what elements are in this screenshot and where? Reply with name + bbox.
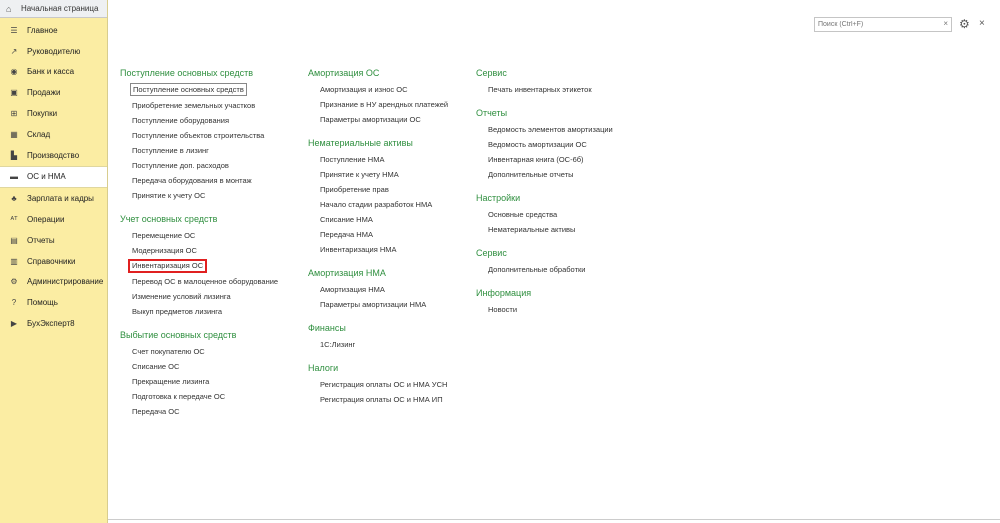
link-row [120, 375, 310, 390]
command-link[interactable]: Поступление в лизинг [132, 146, 209, 155]
link-row [308, 228, 478, 243]
sales-icon: ▣ [10, 88, 18, 98]
section-title[interactable]: Нематериальные активы [308, 138, 413, 148]
section-title[interactable]: Амортизация НМА [308, 268, 386, 278]
command-link[interactable]: Начало стадии разработок НМА [320, 200, 433, 209]
sidebar-item[interactable] [0, 209, 107, 230]
sidebar-item[interactable] [0, 20, 107, 41]
link-row [120, 114, 310, 129]
link-row [120, 275, 310, 290]
settings-gear-icon[interactable]: ⚙ [959, 17, 970, 31]
section-title[interactable]: Финансы [308, 323, 346, 333]
command-link[interactable]: Подготовка к передаче ОС [132, 392, 226, 401]
link-row [308, 113, 478, 128]
command-link[interactable]: Амортизация и износ ОС [320, 85, 408, 94]
command-link[interactable]: Ведомость элементов амортизации [488, 125, 613, 134]
command-link[interactable]: Дополнительные обработки [488, 265, 586, 274]
sidebar-item-label: ОС и НМА [27, 172, 66, 182]
link-row [476, 153, 656, 168]
section-gap [120, 204, 310, 213]
command-link[interactable]: Приобретение прав [320, 185, 389, 194]
link-row [120, 189, 310, 204]
command-link[interactable]: Регистрация оплаты ОС и НМА ИП [320, 395, 443, 404]
link-row [120, 159, 310, 174]
section-gap [476, 278, 656, 287]
sidebar-item[interactable] [0, 251, 107, 272]
section-title[interactable]: Налоги [308, 363, 339, 373]
link-row [120, 305, 310, 320]
command-link[interactable]: Поступление доп. расходов [132, 161, 229, 170]
book-icon: ▥ [10, 256, 18, 266]
sidebar-item-label: Администрирование [27, 277, 104, 287]
command-link[interactable]: Счет покупателю ОС [132, 347, 205, 356]
home-tab-label: Начальная страница [21, 4, 99, 13]
trend-icon: ↗ [10, 46, 18, 56]
link-row [308, 338, 478, 353]
command-link[interactable]: Принятие к учету ОС [132, 191, 206, 200]
sidebar-item[interactable] [0, 62, 107, 83]
link-row [308, 393, 478, 408]
link-row [308, 83, 478, 98]
section-title[interactable]: Учет основных средств [120, 214, 218, 224]
section-gap [308, 258, 478, 267]
link-row [120, 229, 310, 244]
command-link[interactable]: Инвентаризация ОС [128, 259, 207, 273]
section-title[interactable]: Сервис [476, 248, 507, 258]
command-link[interactable]: Прекращение лизинга [132, 377, 210, 386]
command-link[interactable]: Поступление НМА [320, 155, 385, 164]
section-gap [308, 313, 478, 322]
people-icon: ♣ [11, 194, 17, 204]
link-row [308, 153, 478, 168]
column-service [476, 67, 656, 318]
link-row [120, 259, 310, 275]
link-row [308, 183, 478, 198]
section-gap [476, 183, 656, 192]
command-link[interactable]: Ведомость амортизации ОС [488, 140, 587, 149]
link-row [120, 244, 310, 259]
section-title[interactable]: Сервис [476, 68, 507, 78]
operations-icon: ᴬᵀ [10, 215, 18, 225]
link-row [476, 303, 656, 318]
coin-icon: ◉ [10, 67, 18, 77]
command-link[interactable]: Передача ОС [132, 407, 180, 416]
section-title[interactable]: Настройки [476, 193, 521, 203]
section-gap [308, 353, 478, 362]
truck-icon: ▬ [10, 172, 18, 182]
link-row [308, 198, 478, 213]
sidebar-item[interactable] [0, 272, 107, 293]
section-title[interactable]: Поступление основных средств [120, 68, 254, 78]
command-link[interactable]: Приобретение земельных участков [132, 101, 256, 110]
command-link[interactable]: Основные средства [488, 210, 558, 219]
command-link[interactable]: Перевод ОС в малоценное оборудование [132, 277, 279, 286]
command-link[interactable]: Новости [488, 305, 518, 314]
command-link[interactable]: Дополнительные отчеты [488, 170, 574, 179]
link-row [120, 174, 310, 189]
link-row [120, 83, 310, 99]
link-row [476, 83, 656, 98]
search-box[interactable] [814, 17, 952, 32]
reports-icon: ▤ [10, 235, 18, 245]
close-icon[interactable]: × [979, 18, 985, 29]
command-link[interactable]: Амортизация НМА [320, 285, 385, 294]
sidebar-item-label: Покупки [27, 109, 58, 119]
hamburger-icon: ☰ [10, 25, 18, 35]
home-tab[interactable] [0, 0, 107, 18]
link-row [308, 378, 478, 393]
section-gap [476, 238, 656, 247]
section-gap [120, 320, 310, 329]
link-row [120, 405, 310, 420]
section-gap [476, 98, 656, 107]
sidebar-nav [0, 20, 107, 334]
command-link[interactable]: Параметры амортизации НМА [320, 300, 427, 309]
link-row [308, 243, 478, 258]
sidebar-item[interactable] [0, 145, 107, 166]
command-link[interactable]: Признание в НУ арендных платежей [320, 100, 449, 109]
sidebar-item-label: Операции [27, 215, 65, 225]
sidebar-item[interactable] [0, 82, 107, 103]
link-row [120, 290, 310, 305]
section-gap [308, 128, 478, 137]
column-fixed-assets [120, 67, 310, 420]
sidebar-item[interactable] [0, 166, 107, 189]
command-link[interactable]: Принятие к учету НМА [320, 170, 399, 179]
link-row [308, 283, 478, 298]
sidebar-item-label: Отчеты [27, 235, 55, 245]
sidebar-item[interactable] [0, 313, 107, 334]
section-title[interactable]: Выбытие основных средств [120, 330, 237, 340]
command-link[interactable]: Списание ОС [132, 362, 180, 371]
command-link[interactable]: 1С:Лизинг [320, 340, 356, 349]
command-link[interactable]: Регистрация оплаты ОС и НМА УСН [320, 380, 448, 389]
link-row [120, 144, 310, 159]
gear-icon: ⚙ [10, 277, 18, 287]
link-row [476, 168, 656, 183]
sidebar-item-label: Банк и касса [27, 67, 75, 77]
bottom-divider [108, 519, 1000, 520]
sidebar-item[interactable] [0, 103, 107, 124]
command-link[interactable]: Поступление основных средств [130, 83, 247, 96]
command-link[interactable]: Инвентаризация НМА [320, 245, 397, 254]
link-row [476, 223, 656, 238]
sidebar-item-label: Помощь [27, 298, 58, 308]
command-link[interactable]: Поступление оборудования [132, 116, 230, 125]
link-row [308, 298, 478, 313]
section-title[interactable]: Отчеты [476, 108, 508, 118]
link-row [308, 213, 478, 228]
sidebar-item-label: Продажи [27, 88, 61, 98]
sidebar-item[interactable] [0, 41, 107, 62]
sidebar-item-label: Главное [27, 25, 58, 35]
home-icon: ⌂ [6, 3, 12, 14]
command-link[interactable]: Выкуп предметов лизинга [132, 307, 223, 316]
sidebar-item-label: Зарплата и кадры [27, 194, 94, 204]
command-link[interactable]: Инвентарная книга (ОС-6б) [488, 155, 584, 164]
main-content [108, 0, 1000, 523]
column-depreciation [308, 67, 478, 408]
sidebar-item[interactable] [0, 188, 107, 209]
link-row [120, 129, 310, 144]
link-row [476, 208, 656, 223]
link-row [120, 390, 310, 405]
sidebar [0, 0, 108, 523]
link-row [120, 345, 310, 360]
search-input[interactable] [815, 21, 938, 28]
factory-icon: ▙ [10, 150, 18, 160]
sidebar-item-label: БухЭксперт8 [27, 319, 75, 329]
sidebar-item[interactable] [0, 230, 107, 251]
sidebar-item-label: Справочники [27, 256, 76, 266]
bookmark-icon: ▶ [10, 319, 18, 329]
warehouse-icon: ▦ [10, 129, 18, 139]
sidebar-item-label: Руководителю [27, 46, 81, 56]
command-link[interactable]: Поступление объектов строительства [132, 131, 265, 140]
command-link[interactable]: Передача НМА [320, 230, 373, 239]
command-link[interactable]: Перемещение ОС [132, 231, 196, 240]
sidebar-item[interactable] [0, 124, 107, 145]
section-title[interactable]: Амортизация ОС [308, 68, 380, 78]
section-title[interactable]: Информация [476, 288, 532, 298]
sidebar-item[interactable] [0, 292, 107, 313]
sidebar-item-label: Производство [27, 150, 80, 160]
link-row [476, 263, 656, 278]
command-link[interactable]: Списание НМА [320, 215, 373, 224]
command-link[interactable]: Модернизация ОС [132, 246, 197, 255]
clear-search-icon[interactable]: × [943, 19, 948, 28]
command-link[interactable]: Нематериальные активы [488, 225, 576, 234]
command-link[interactable]: Изменение условий лизинга [132, 292, 231, 301]
sidebar-item-label: Склад [27, 129, 51, 139]
link-row [476, 123, 656, 138]
link-row [308, 168, 478, 183]
link-row [308, 98, 478, 113]
command-link[interactable]: Печать инвентарных этикеток [488, 85, 592, 94]
link-row [120, 360, 310, 375]
link-row [120, 99, 310, 114]
cart-icon: ⊞ [10, 109, 18, 119]
help-icon: ? [11, 298, 17, 308]
link-row [476, 138, 656, 153]
command-link[interactable]: Параметры амортизации ОС [320, 115, 421, 124]
command-link[interactable]: Передача оборудования в монтаж [132, 176, 252, 185]
